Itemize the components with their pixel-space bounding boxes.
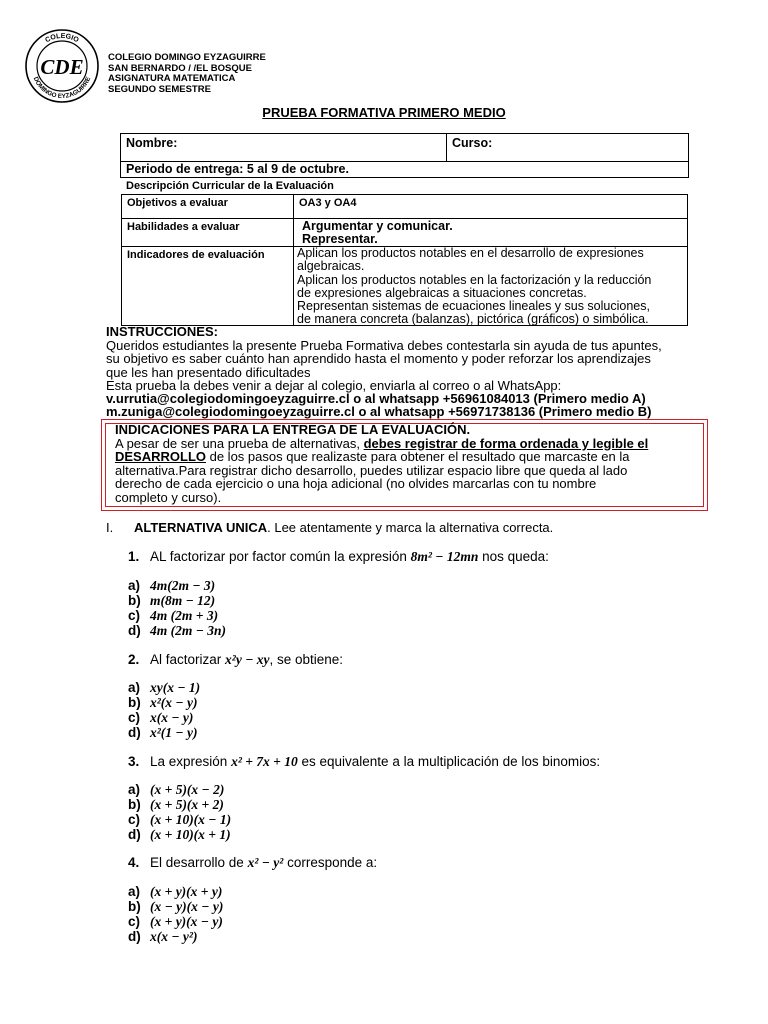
option-letter: b) bbox=[128, 899, 141, 914]
question-4-options bbox=[128, 884, 223, 944]
indications-line: completo y curso). bbox=[115, 489, 222, 505]
instructions-line: Queridos estudiantes la presente Prueba Formativa debes contestarla sin ayuda de tus apuntes, bbox=[106, 338, 662, 353]
question-number: 1. bbox=[128, 549, 140, 564]
option-text: (x + 10)(x + 1) bbox=[150, 827, 231, 842]
option-letter: d) bbox=[128, 623, 141, 638]
question-number: 3. bbox=[128, 754, 140, 769]
option-text: (x + 5)(x − 2) bbox=[150, 782, 225, 797]
periodo-row bbox=[120, 161, 689, 178]
school-info bbox=[108, 53, 266, 95]
nombre-field[interactable] bbox=[120, 133, 447, 162]
option-b[interactable] bbox=[128, 695, 200, 710]
periodo-text: Periodo de entrega: 5 al 9 de octubre. bbox=[126, 162, 349, 176]
option-text: 4m(2m − 3) bbox=[150, 578, 216, 593]
question-text-pre: La expresión bbox=[150, 754, 232, 769]
question-number: 4. bbox=[128, 855, 140, 870]
contact-line-b: m.zuniga@colegiodomingoeyzaguirre.cl o al whatsapp +56971738136 (Primero medio B) bbox=[106, 404, 652, 420]
indicadores-value bbox=[293, 246, 688, 326]
logo-letters: CDE bbox=[40, 55, 84, 79]
habilidades-label: Habilidades a evaluar bbox=[121, 218, 294, 247]
option-text: 4m (2m + 3) bbox=[150, 608, 219, 623]
option-letter: a) bbox=[128, 578, 141, 593]
section-heading bbox=[106, 520, 553, 535]
indicador-line: Representan sistemas de ecuaciones lineales y sus soluciones, bbox=[297, 299, 650, 314]
option-text: x²(1 − y) bbox=[150, 725, 198, 740]
indicador-line: Aplican los productos notables en el desarrollo de expresiones bbox=[297, 246, 644, 260]
option-letter: c) bbox=[128, 812, 141, 827]
option-text: (x + y)(x + y) bbox=[150, 884, 223, 899]
option-c[interactable] bbox=[128, 914, 223, 929]
indications-text bbox=[115, 423, 705, 505]
question-text-post: , se obtiene: bbox=[269, 652, 344, 667]
option-b[interactable] bbox=[128, 593, 226, 608]
option-c[interactable] bbox=[128, 608, 226, 623]
question-4 bbox=[128, 855, 377, 871]
question-text-pre: Al factorizar bbox=[150, 652, 226, 667]
option-a[interactable] bbox=[128, 782, 231, 797]
instructions-line: su objetivo es saber cuánto han aprendido hasta el momento y poder reforzar los aprendizajes bbox=[106, 351, 651, 367]
indicador-line: Aplican los productos notables en la factorización y la reducción bbox=[297, 272, 652, 287]
curso-field[interactable] bbox=[446, 133, 689, 162]
school-line: SEGUNDO SEMESTRE bbox=[108, 83, 211, 95]
habilidad-line: Representar. bbox=[302, 232, 378, 246]
option-d[interactable] bbox=[128, 725, 200, 740]
question-text-post: es equivalente a la multiplicación de los binomios: bbox=[297, 754, 601, 769]
section-instruction: . Lee atentamente y marca la alternativa correcta. bbox=[267, 520, 554, 535]
option-letter: a) bbox=[128, 680, 141, 695]
question-1 bbox=[128, 549, 549, 565]
indications-line: derecho de cada ejercicio o una hoja adicional (no olvides marcarlas con tu nombre bbox=[115, 476, 597, 492]
option-text: (x − y)(x − y) bbox=[150, 899, 224, 914]
instructions-line: Esta prueba la debes venir a dejar al colegio, enviarla al correo o al WhatsApp: bbox=[106, 377, 562, 393]
objetivos-label: Objetivos a evaluar bbox=[121, 194, 294, 219]
objetivos-value: OA3 y OA4 bbox=[293, 194, 688, 219]
svg-text:COLEGIO bbox=[44, 33, 80, 45]
question-3 bbox=[128, 754, 600, 770]
logo-ring-top: COLEGIO bbox=[44, 32, 80, 45]
question-2-options bbox=[128, 680, 200, 740]
option-a[interactable] bbox=[128, 578, 226, 593]
habilidades-value bbox=[293, 218, 688, 247]
indications-heading: INDICACIONES PARA LA ENTREGA DE LA EVALUACIÓN. bbox=[115, 422, 471, 437]
option-d[interactable] bbox=[128, 929, 223, 944]
option-letter: c) bbox=[128, 608, 141, 623]
indicadores-label: Indicadores de evaluación bbox=[121, 246, 294, 326]
question-expression: x² + 7x + 10 bbox=[231, 754, 298, 769]
question-text-pre: El desarrollo de bbox=[150, 855, 248, 870]
option-c[interactable] bbox=[128, 812, 231, 827]
option-b[interactable] bbox=[128, 899, 223, 914]
question-3-options bbox=[128, 782, 231, 842]
option-letter: b) bbox=[128, 593, 141, 608]
option-text: x(x − y) bbox=[150, 710, 194, 725]
option-letter: a) bbox=[128, 782, 141, 797]
option-c[interactable] bbox=[128, 710, 200, 725]
option-text: (x + y)(x − y) bbox=[150, 914, 223, 929]
school-logo bbox=[24, 28, 100, 104]
indications-line2-post: de los pasos que realizaste para obtener el resultado que marcaste en la bbox=[206, 449, 630, 465]
indicador-line: de expresiones algebraicas a situaciones concretas. bbox=[297, 285, 587, 300]
option-d[interactable] bbox=[128, 827, 231, 842]
option-a[interactable] bbox=[128, 884, 223, 899]
option-text: xy(x − 1) bbox=[150, 680, 201, 695]
option-letter: b) bbox=[128, 695, 141, 710]
indications-line1-pre: A pesar de ser una prueba de alternativas, bbox=[115, 435, 364, 451]
option-text: x²(x − y) bbox=[150, 695, 198, 710]
section-number: I. bbox=[106, 520, 114, 535]
option-letter: c) bbox=[128, 914, 141, 929]
logo-ring-bottom: DOMINGO EYZAGUIRRE bbox=[31, 75, 93, 101]
option-letter: c) bbox=[128, 710, 141, 725]
question-text-post: nos queda: bbox=[478, 549, 549, 564]
curricular-heading: Descripción Curricular de la Evaluación bbox=[126, 180, 334, 192]
question-expression: 8m² − 12mn bbox=[410, 549, 479, 564]
school-line: SAN BERNARDO / /EL BOSQUE bbox=[108, 62, 252, 74]
option-a[interactable] bbox=[128, 680, 200, 695]
indications-line1-bold: debes registrar de forma ordenada y legible el bbox=[363, 435, 649, 451]
instructions-body bbox=[106, 339, 746, 419]
indications-desarrollo: DESARROLLO bbox=[115, 449, 206, 465]
instructions-line: que les han presentado dificultades bbox=[106, 364, 311, 380]
question-expression: x²y − xy bbox=[225, 652, 270, 667]
option-text: (x + 5)(x + 2) bbox=[150, 797, 224, 812]
section-title: ALTERNATIVA UNICA bbox=[134, 520, 268, 535]
question-1-options bbox=[128, 578, 226, 638]
habilidad-line: Argumentar y comunicar. bbox=[302, 219, 453, 233]
option-letter: a) bbox=[128, 884, 141, 899]
question-number: 2. bbox=[128, 652, 140, 667]
question-text-pre: AL factorizar por factor común la expresión bbox=[150, 549, 411, 564]
option-letter: d) bbox=[128, 929, 141, 944]
option-text: (x + 10)(x − 1) bbox=[150, 812, 232, 827]
question-text-post: corresponde a: bbox=[283, 855, 378, 870]
option-letter: d) bbox=[128, 725, 141, 740]
indicador-line: algebraicas. bbox=[297, 259, 365, 274]
option-text: 4m (2m − 3n) bbox=[150, 623, 227, 638]
question-2 bbox=[128, 652, 343, 668]
nombre-label: Nombre: bbox=[126, 136, 178, 150]
option-d[interactable] bbox=[128, 623, 226, 638]
school-line: COLEGIO DOMINGO EYZAGUIRRE bbox=[108, 52, 266, 63]
option-letter: d) bbox=[128, 827, 141, 842]
option-text: x(x − y²) bbox=[150, 929, 198, 944]
indicador-line: de manera concreta (balanzas), pictórica (gráficos) o simbólica. bbox=[297, 312, 649, 327]
question-expression: x² − y² bbox=[247, 855, 284, 870]
instructions-heading: INSTRUCCIONES: bbox=[106, 324, 218, 339]
curso-label: Curso: bbox=[452, 136, 493, 150]
option-text: m(8m − 12) bbox=[150, 593, 216, 608]
option-letter: b) bbox=[128, 797, 141, 812]
option-b[interactable] bbox=[128, 797, 231, 812]
contact-line-a: v.urrutia@colegiodomingoeyzaguirre.cl o al whatsapp +56961084013 (Primero medio A) bbox=[106, 391, 646, 407]
indications-line: alternativa.Para registrar dicho desarrollo, puedes utilizar espacio libre que queda al lado bbox=[115, 462, 628, 478]
page-title: PRUEBA FORMATIVA PRIMERO MEDIO bbox=[262, 105, 506, 120]
school-line: ASIGNATURA MATEMATICA bbox=[108, 73, 236, 84]
